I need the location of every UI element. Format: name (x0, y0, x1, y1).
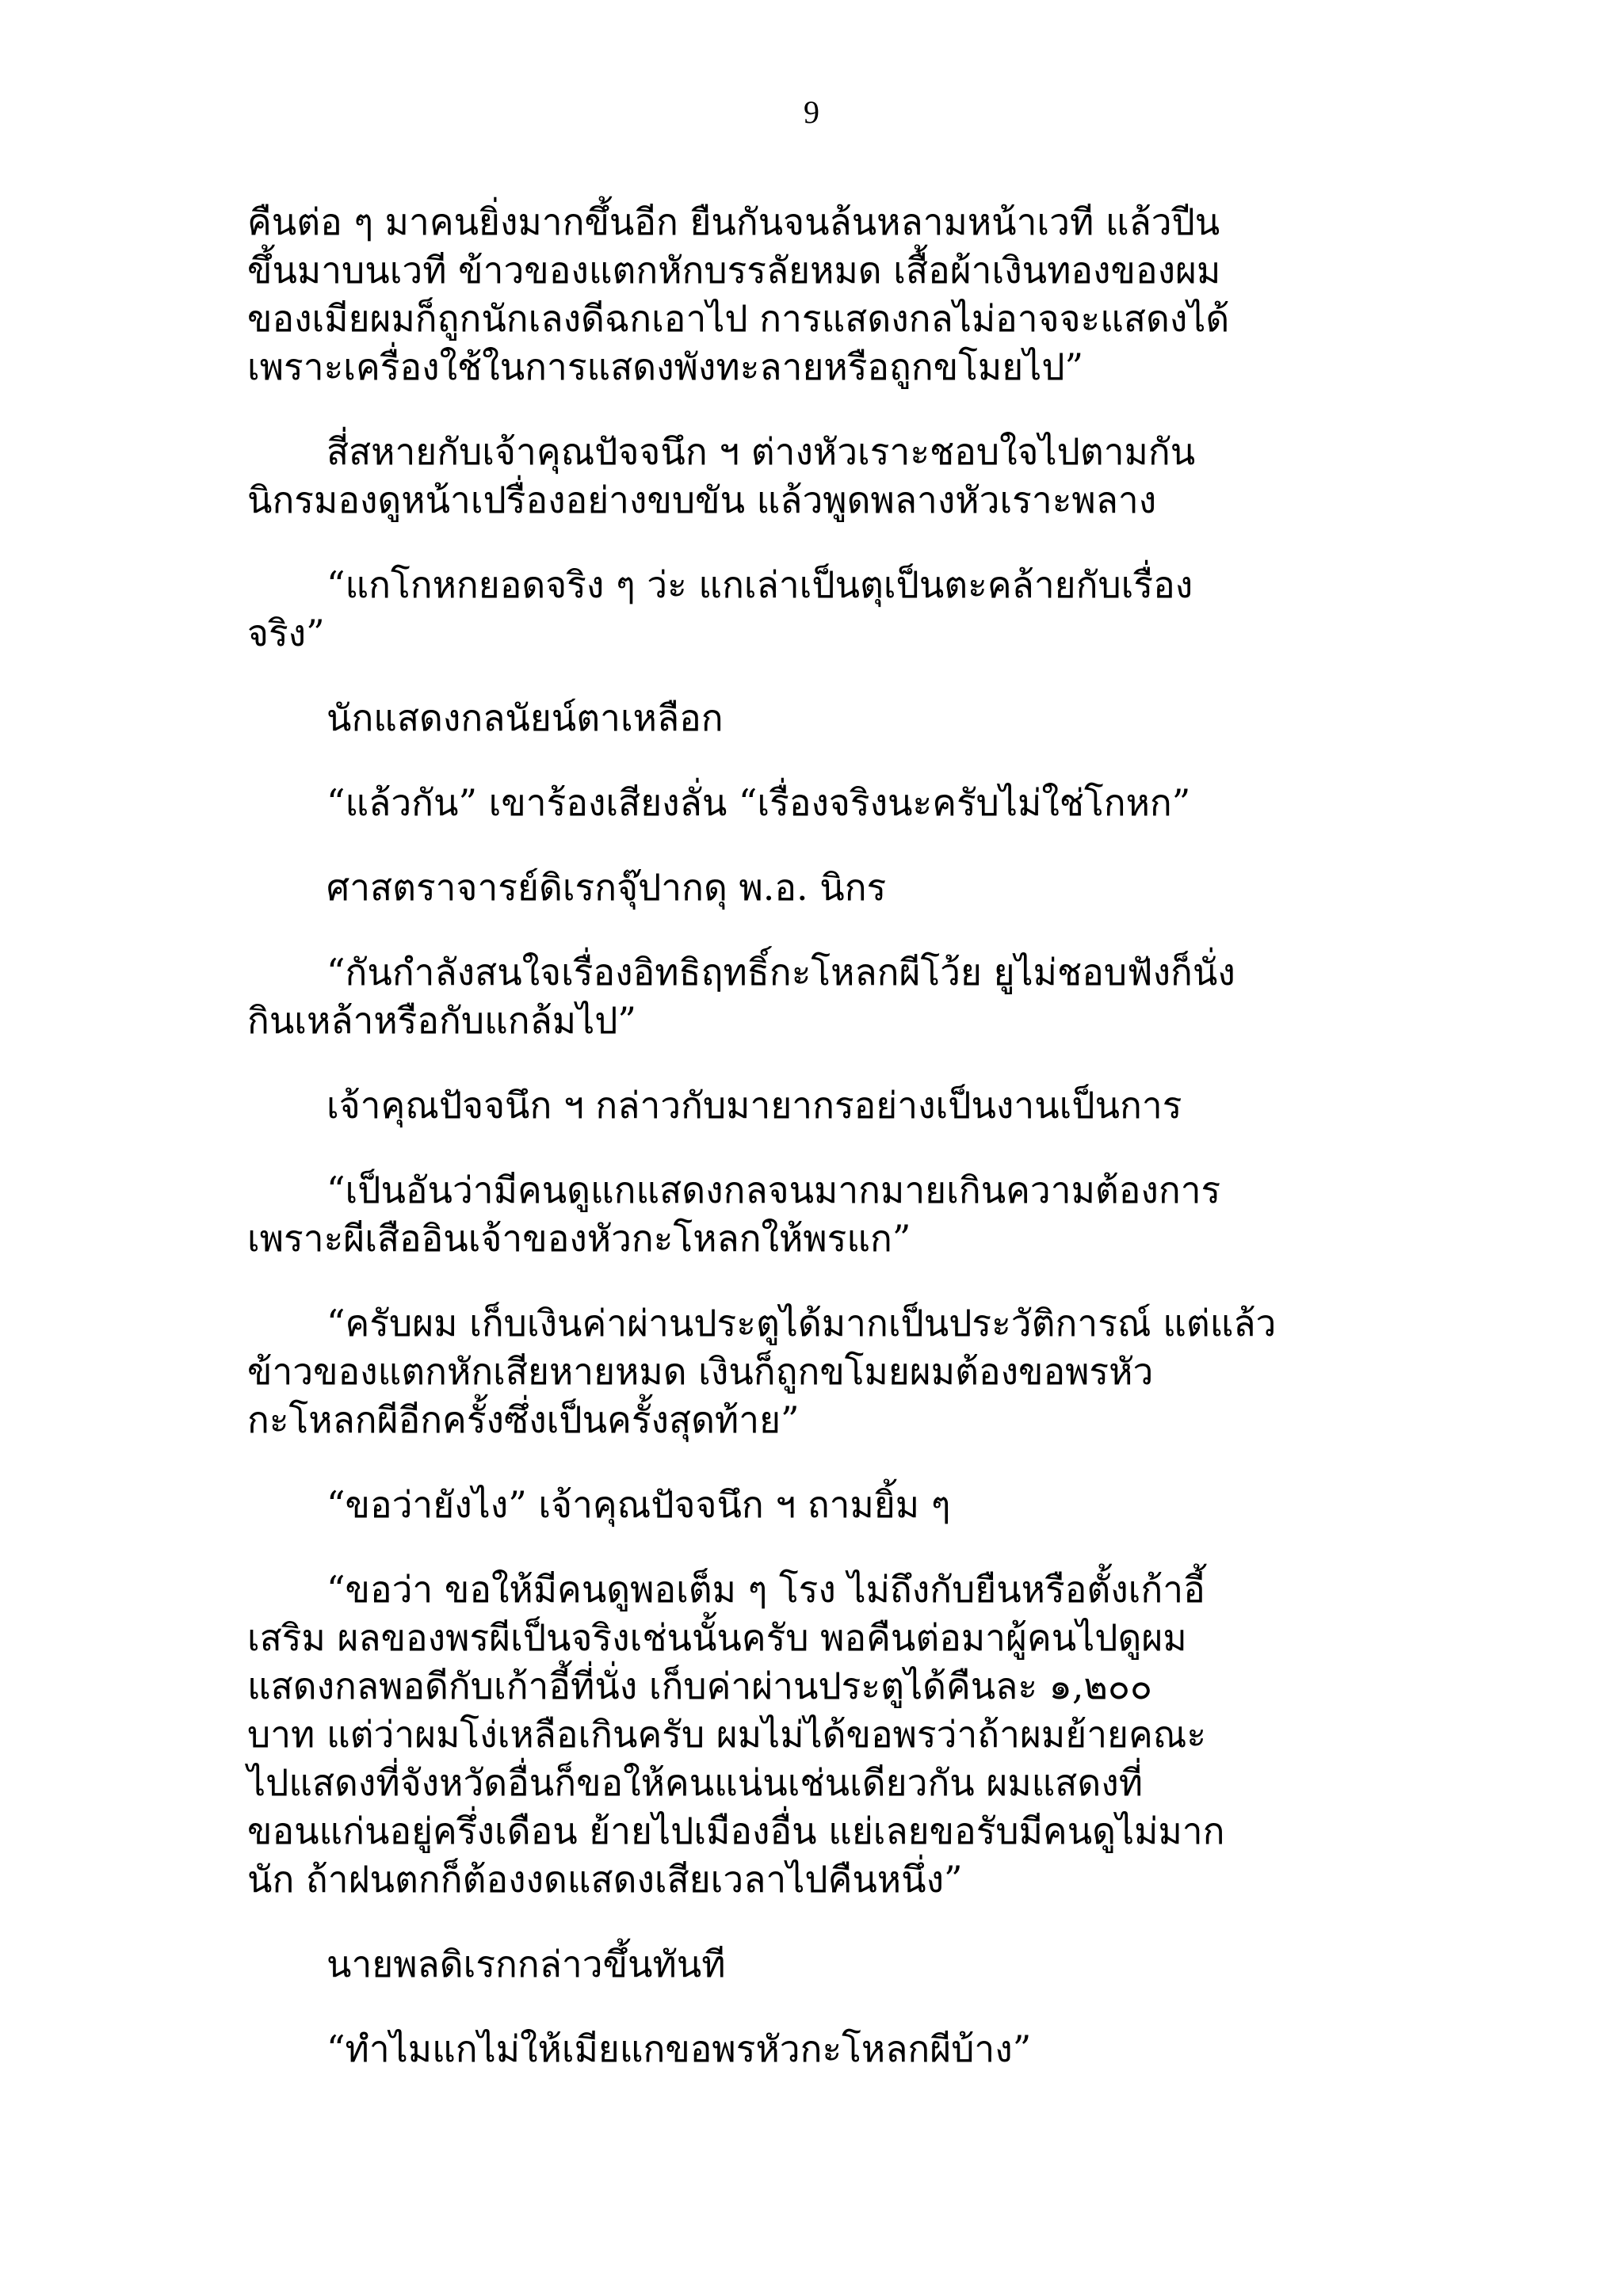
paragraph (247, 864, 1373, 912)
text-line: นิกรมองดูหน้าเปรื่องอย่างขบขัน แล้วพูดพลางหัวเราะพลาง (247, 479, 1157, 521)
text-line: ของเมียผมก็ถูกนักเลงดีฉกเอาไป การแสดงกลไม่อาจจะแสดงได้ (247, 297, 1230, 340)
text-line: ขอนแก่นอยู่ครึ่งเดือน ย้ายไปเมืองอื่น แย่เลยขอรับมีคนดูไม่มาก (247, 1810, 1225, 1852)
text-line: นายพลดิเรกกล่าวขึ้นทันที (327, 1943, 726, 1985)
text-line: จริง” (247, 612, 325, 654)
text-line: “ทำไมแกไม่ให้เมียแกขอพรหัวกะโหลกผีบ้าง” (327, 2027, 1032, 2070)
text-line: เจ้าคุณปัจจนึก ฯ กล่าวกับมายากรอย่างเป็นงานเป็นการ (327, 1084, 1182, 1127)
text-line: ไปแสดงที่จังหวัดอื่นก็ขอให้คนแน่นเช่นเดียวกัน ผมแสดงที่ (247, 1761, 1144, 1804)
text-line: “ขอว่า ขอให้มีคนดูพอเต็ม ๆ โรง ไม่ถึงกับยืนหรือตั้งเก้าอี้ (327, 1568, 1205, 1611)
paragraph (247, 1081, 1373, 1130)
paragraph (247, 694, 1373, 742)
text-line: บาท แต่ว่าผมโง่เหลือเกินครับ ผมไม่ได้ขอพรว่าถ้าผมย้ายคณะ (247, 1713, 1207, 1756)
text-line: คืนต่อ ๆ มาคนยิ่งมากขึ้นอีก ยืนกันจนล้นหลามหน้าเวที แล้วปีน (247, 200, 1220, 243)
text-line: สี่สหายกับเจ้าคุณปัจจนึก ฯ ต่างหัวเราะชอบใจไปตามกัน (327, 430, 1196, 473)
text-line: นัก ถ้าฝนตกก็ต้องงดแสดงเสียเวลาไปคืนหนึ่ง” (247, 1858, 963, 1901)
text-line: ข้าวของแตกหักเสียหายหมด เงินก็ถูกขโมยผมต้องขอพรหัว (247, 1350, 1154, 1393)
text-line: ศาสตราจารย์ดิเรกจุ๊ปากดุ พ.อ. นิกร (327, 866, 887, 909)
body-text (247, 198, 1373, 2110)
text-line: เสริม ผลของพรผีเป็นจริงเช่นนั้นครับ พอคืนต่อมาผู้คนไปดูผม (247, 1616, 1187, 1659)
paragraph (247, 2025, 1373, 2073)
paragraph (247, 779, 1373, 827)
text-line: เพราะเครื่องใช้ในการแสดงพังทะลายหรือถูกขโมยไป” (247, 345, 1084, 388)
page-number: 9 (804, 94, 819, 130)
paragraph (247, 1566, 1373, 1904)
paragraph (247, 198, 1373, 391)
text-line: “ขอว่ายังไง” เจ้าคุณปัจจนึก ฯ ถามยิ้ม ๆ (327, 1483, 951, 1526)
paragraph (247, 561, 1373, 658)
paragraph (247, 948, 1373, 1045)
text-line: “แล้วกัน” เขาร้องเสียงลั่น “เรื่องจริงนะครับไม่ใช่โกหก” (327, 781, 1191, 824)
text-line: กินเหล้าหรือกับแกล้มไป” (247, 999, 636, 1042)
text-line: “เป็นอันว่ามีคนดูแกแสดงกลจนมากมายเกินความต้องการ (327, 1169, 1221, 1211)
paragraph (247, 1940, 1373, 1989)
text-line: ขึ้นมาบนเวที ข้าวของแตกหักบรรลัยหมด เสื้อผ้าเงินทองของผม (247, 249, 1221, 292)
text-line: “แกโกหกยอดจริง ๆ ว่ะ แกเล่าเป็นตุเป็นตะคล้ายกับเรื่อง (327, 563, 1193, 606)
text-line: “ครับผม เก็บเงินค่าผ่านประตูได้มากเป็นประวัติการณ์ แต่แล้ว (327, 1302, 1277, 1344)
paragraph (247, 1166, 1373, 1263)
paragraph (247, 1481, 1373, 1529)
text-line: เพราะผีเสืออินเจ้าของหัวกะโหลกให้พรแก” (247, 1217, 911, 1260)
text-line: นักแสดงกลนัยน์ตาเหลือก (327, 696, 724, 739)
text-line: แสดงกลพอดีกับเก้าอี้ที่นั่ง เก็บค่าผ่านประตูได้คืนละ ๑,๒๐๐ (247, 1665, 1152, 1707)
paragraph (247, 428, 1373, 524)
paragraph (247, 1299, 1373, 1444)
text-line: “กันกำลังสนใจเรื่องอิทธิฤทธิ์กะโหลกผีโว้ย ยูไม่ชอบฟังก็นั่ง (327, 951, 1235, 994)
text-line: กะโหลกผีอีกครั้งซึ่งเป็นครั้งสุดท้าย” (247, 1398, 800, 1441)
